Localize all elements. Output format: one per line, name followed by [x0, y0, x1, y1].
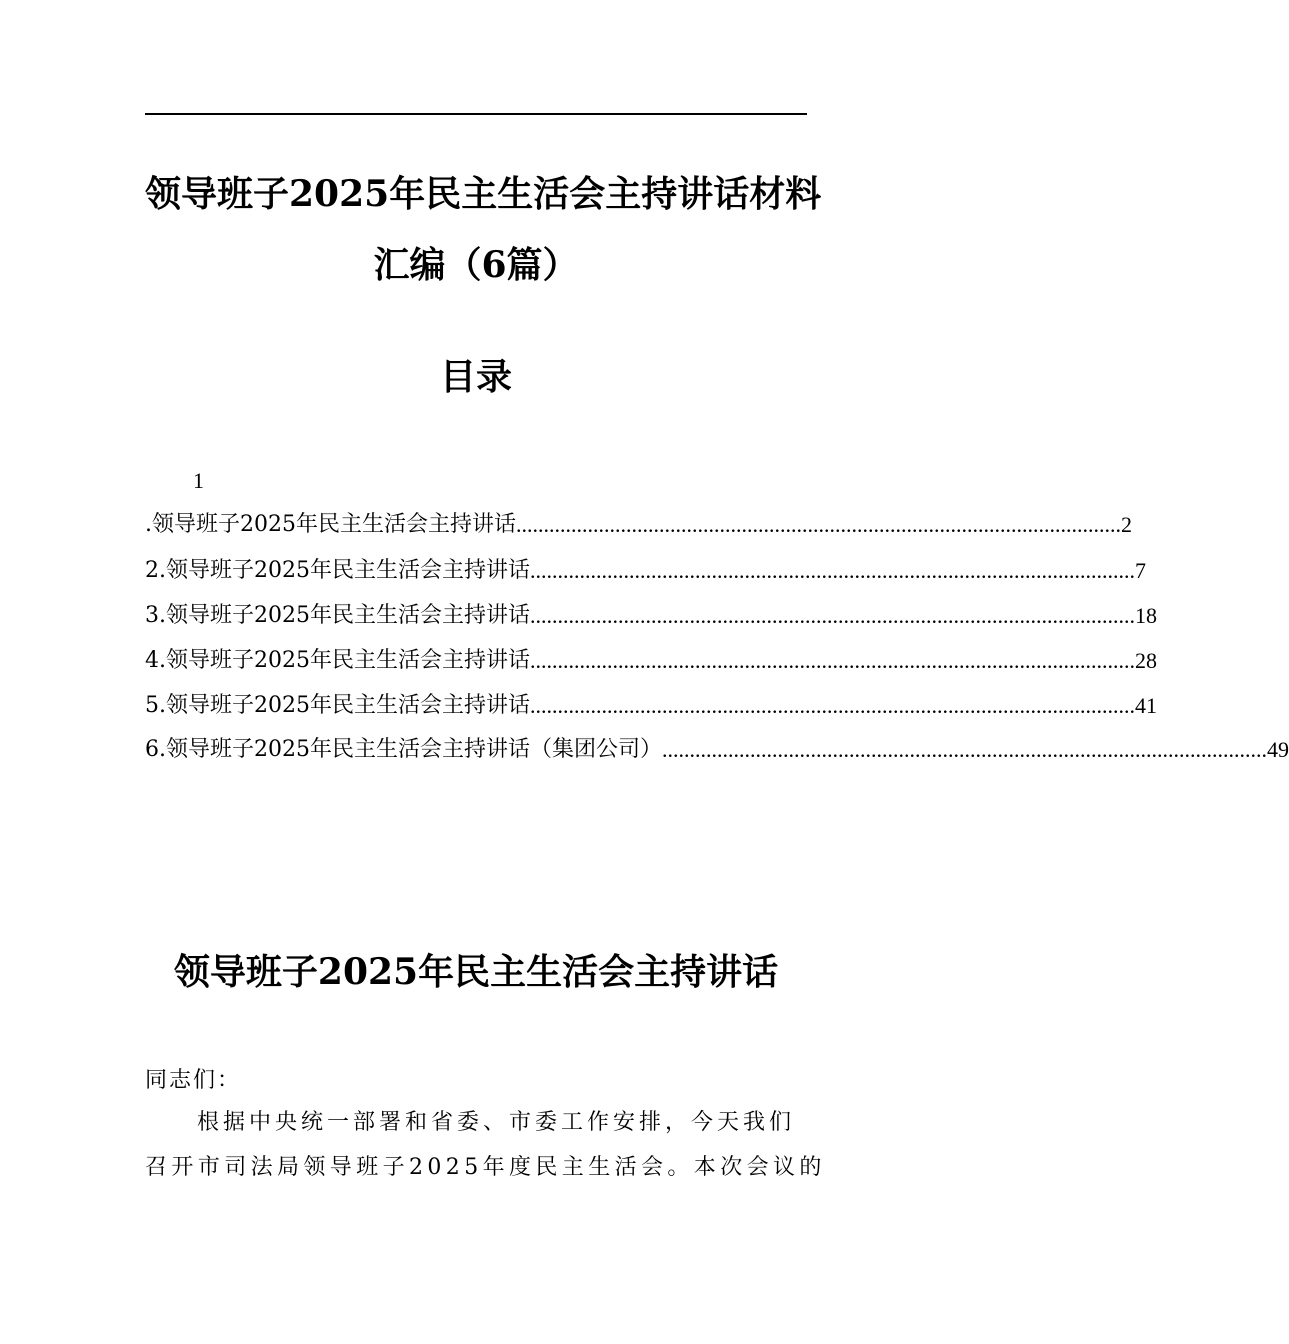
toc-entry-label: .领导班子2025年民主生活会主持讲话: [145, 512, 516, 537]
toc-entry[interactable]: [145, 735, 1289, 765]
toc-entry-label: 4.领导班子2025年民主生活会主持讲话: [145, 648, 530, 673]
toc-entry-page: 18: [1134, 603, 1157, 628]
toc-entry[interactable]: [145, 556, 1146, 586]
paragraph-line-2: 召开市司法局领导班子2025年度民主生活会。本次会议的: [145, 1155, 826, 1180]
section-title: 领导班子2025年民主生活会主持讲话: [173, 951, 779, 993]
toc-entry[interactable]: [145, 601, 1157, 631]
document-title-line-1: 领导班子2025年民主生活会主持讲话材料: [145, 173, 822, 215]
toc-entry-label: 2.领导班子2025年民主生活会主持讲话: [145, 558, 530, 583]
toc-leader-dots: ..............................................................................................................: [529, 693, 1135, 718]
top-rule: [145, 113, 807, 115]
toc-heading: 目录: [439, 356, 512, 398]
toc-entry-page: 28: [1134, 648, 1157, 673]
toc-first-number: 1: [193, 468, 204, 493]
toc-entry-page: 49: [1266, 737, 1289, 762]
toc-entry-page: 41: [1134, 693, 1157, 718]
paragraph-line-1: 根据中央统一部署和省委、市委工作安排，今天我们: [197, 1110, 796, 1135]
toc-entry-label: 5.领导班子2025年民主生活会主持讲话: [145, 693, 530, 718]
toc-entry-label: 3.领导班子2025年民主生活会主持讲话: [145, 603, 530, 628]
toc-leader-dots: ..............................................................................................................: [515, 512, 1121, 537]
toc-leader-dots: ..............................................................................................................: [529, 558, 1135, 583]
toc-entry-label: 6.领导班子2025年民主生活会主持讲话（集团公司）: [145, 737, 662, 762]
toc-entry[interactable]: [145, 510, 1132, 540]
toc-leader-dots: ..............................................................................................................: [661, 737, 1267, 762]
toc-leader-dots: ..............................................................................................................: [529, 648, 1135, 673]
toc-entry-page: 7: [1134, 558, 1146, 583]
greeting: 同志们：: [145, 1068, 242, 1093]
toc-entry[interactable]: [145, 646, 1157, 676]
toc-leader-dots: ..............................................................................................................: [529, 603, 1135, 628]
toc-entry-page: 2: [1120, 512, 1132, 537]
document-title-line-2: 汇编（6篇）: [373, 244, 579, 286]
toc-entry[interactable]: [145, 691, 1157, 721]
